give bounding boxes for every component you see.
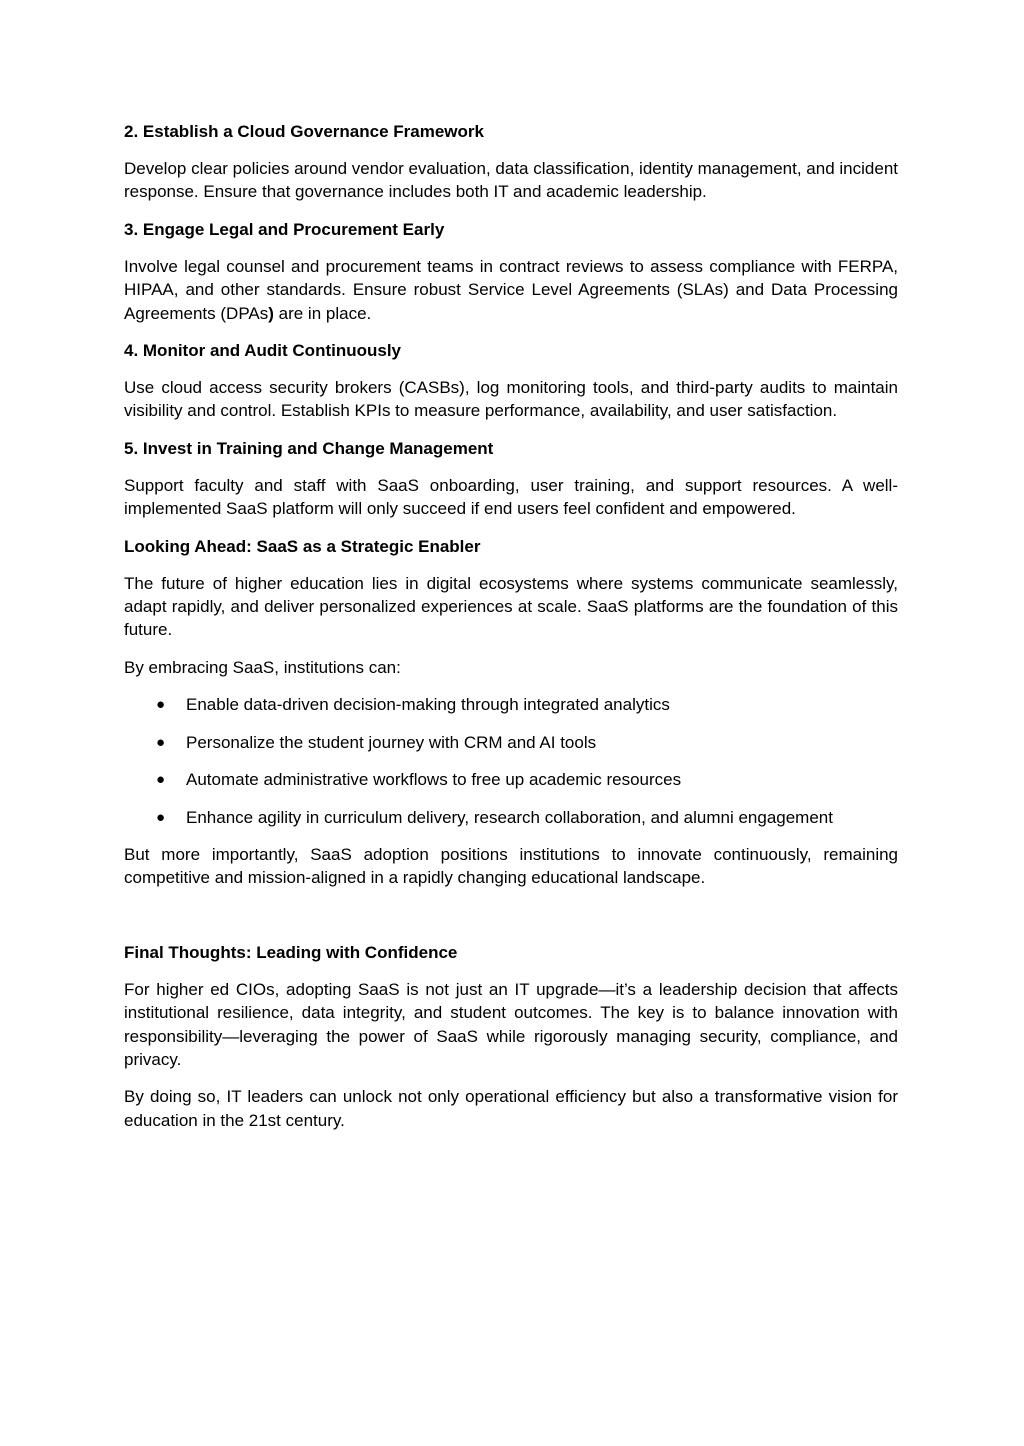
list-item-text: Personalize the student journey with CRM and AI tools bbox=[186, 732, 597, 752]
bullet-icon: ● bbox=[156, 733, 166, 751]
section-body-legal-paren: ) bbox=[268, 303, 274, 323]
list-item-text: Automate administrative workflows to free up academic resources bbox=[186, 770, 682, 790]
benefits-list bbox=[124, 693, 898, 829]
list-item-text: Enable data-driven decision-making through integrated analytics bbox=[186, 695, 670, 715]
list-item bbox=[124, 693, 898, 716]
section-body-final-2: By doing so, IT leaders can unlock not only operational efficiency but also a transformative vision for education in the 21st century. bbox=[124, 1087, 898, 1130]
section-body-looking-ahead: The future of higher education lies in digital ecosystems where systems communicate seamlessly, adapt rapidly, and deliver personalized experiences at scale. SaaS platforms are the foundation of this future. bbox=[124, 573, 898, 640]
section-body-final-1: For higher ed CIOs, adopting SaaS is not just an IT upgrade—it’s a leadership decision that affects institutional resilience, data integrity, and student outcomes. The key is to balance innovation with responsibility—leveraging the power of SaaS while rigorously managing security, compliance, and privacy. bbox=[124, 979, 898, 1069]
list-item bbox=[124, 731, 898, 754]
list-item bbox=[124, 768, 898, 791]
document-page bbox=[124, 120, 898, 1146]
section-heading-training: 5. Invest in Training and Change Management bbox=[124, 438, 494, 458]
section-heading-looking-ahead: Looking Ahead: SaaS as a Strategic Enabler bbox=[124, 536, 481, 556]
section-body-training: Support faculty and staff with SaaS onboarding, user training, and support resources. A well-implemented SaaS platform will only succeed if end users feel confident and empowered. bbox=[124, 475, 898, 519]
section-body-legal-part2: are in place. bbox=[273, 303, 372, 323]
section-body-legal-part1: Involve legal counsel and procurement teams in contract reviews to assess compliance with FERPA, HIPAA, and other standards. Ensure robust Service Level Agreements (SLAs) and Data Processing Agreements (DPAs bbox=[124, 256, 898, 323]
list-item bbox=[124, 806, 898, 829]
section-heading-legal: 3. Engage Legal and Procurement Early bbox=[124, 219, 445, 239]
list-item-text: Enhance agility in curriculum delivery, research collaboration, and alumni engagement bbox=[186, 807, 833, 827]
section-body-governance: Develop clear policies around vendor evaluation, data classification, identity management, and incident response. Ensure that governance includes both IT and academic leadership. bbox=[124, 159, 898, 202]
bullet-icon: ● bbox=[156, 771, 166, 789]
section-body-legal bbox=[124, 255, 898, 325]
section-body-monitor: Use cloud access security brokers (CASBs), log monitoring tools, and third-party audits to maintain visibility and control. Establish KPIs to measure performance, availability, and user satisfaction. bbox=[124, 378, 898, 421]
section-body-importantly: But more importantly, SaaS adoption positions institutions to innovate continuously, remaining competitive and mission-aligned in a rapidly changing educational landscape. bbox=[124, 844, 898, 888]
section-heading-monitor: 4. Monitor and Audit Continuously bbox=[124, 341, 402, 361]
bullet-icon: ● bbox=[156, 696, 166, 714]
embrace-intro: By embracing SaaS, institutions can: bbox=[124, 657, 401, 677]
section-heading-final-thoughts: Final Thoughts: Leading with Confidence bbox=[124, 942, 458, 962]
section-spacer bbox=[124, 904, 898, 941]
bullet-icon: ● bbox=[156, 808, 166, 826]
section-heading-governance: 2. Establish a Cloud Governance Framework bbox=[124, 122, 484, 141]
